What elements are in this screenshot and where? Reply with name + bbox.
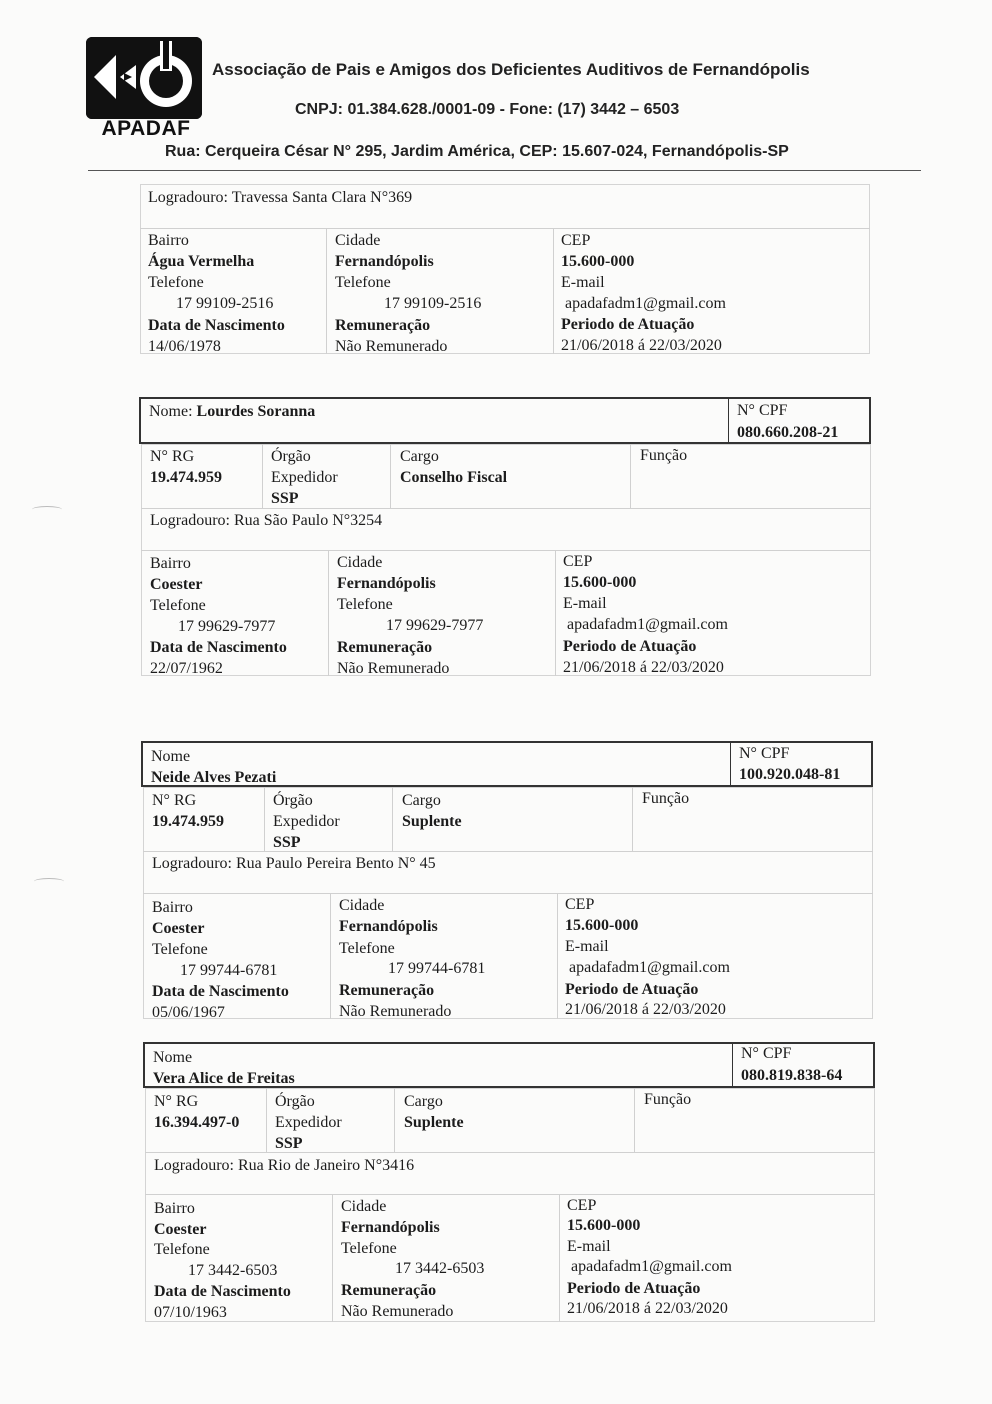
periodo-label: Periodo de Atuação (565, 981, 699, 998)
telefone-value: 17 3442-6503 (188, 1262, 278, 1279)
bairro-label: Bairro (152, 899, 193, 916)
cargo-value: Suplente (404, 1114, 464, 1131)
telefone-label: Telefone (341, 1240, 397, 1257)
bairro-value: Coester (150, 576, 203, 593)
column-divider (262, 444, 263, 508)
nascimento-label: Data de Nascimento (152, 983, 289, 1000)
orgao-label: Órgão (273, 792, 313, 809)
nome-label: Nome: (149, 403, 197, 420)
cargo-label: Cargo (404, 1093, 443, 1110)
orgao-label: Órgão (275, 1093, 315, 1110)
funcao-label: Função (644, 1091, 692, 1108)
rg-value: 19.474.959 (150, 469, 222, 486)
periodo-value: 21/06/2018 á 22/03/2020 (563, 659, 724, 676)
funcao-label: Função (640, 447, 688, 464)
cidade-value: Fernandópolis (339, 918, 438, 935)
row-divider (143, 851, 873, 852)
row-divider (141, 550, 871, 551)
expedidor-label: Expedidor (273, 813, 340, 830)
nome-value: Neide Alves Pezati (151, 769, 277, 786)
bairro-value: Coester (152, 920, 205, 937)
bairro-value: Coester (154, 1221, 207, 1238)
periodo-value: 21/06/2018 á 22/03/2020 (561, 337, 722, 354)
cpf-divider (732, 1042, 733, 1088)
remuneracao-label: Remuneração (341, 1282, 437, 1299)
cargo-label: Cargo (400, 448, 439, 465)
nascimento-value: 22/07/1962 (150, 660, 223, 677)
cep-label: CEP (561, 232, 591, 249)
column-divider (330, 893, 331, 1019)
cargo-value: Conselho Fiscal (400, 469, 508, 486)
funcao-label: Função (642, 790, 690, 807)
cep-value: 15.600-000 (561, 253, 635, 270)
expedidor-label: Expedidor (271, 469, 338, 486)
telefone-label: Telefone (148, 274, 204, 291)
column-divider (394, 1088, 395, 1152)
column-divider (264, 787, 265, 851)
cep-value: 15.600-000 (567, 1217, 641, 1234)
telefone-value: 17 99629-7977 (386, 617, 484, 634)
cidade-label: Cidade (339, 897, 385, 914)
nascimento-label: Data de Nascimento (154, 1283, 291, 1300)
row-divider (140, 228, 870, 229)
column-divider (328, 550, 329, 676)
orgao-value: SSP (275, 1135, 303, 1152)
logo-wordmark: APADAF (101, 117, 191, 140)
telefone-value: 17 99109-2516 (384, 295, 482, 312)
nascimento-value: 05/06/1967 (152, 1004, 225, 1021)
column-divider (392, 787, 393, 851)
cep-label: CEP (563, 553, 593, 570)
column-divider (557, 893, 558, 1019)
logradouro: Logradouro: Travessa Santa Clara N°369 (148, 189, 413, 206)
cpf-divider (730, 741, 731, 787)
telefone-label: Telefone (152, 941, 208, 958)
nome-label: Nome (153, 1049, 193, 1066)
periodo-label: Periodo de Atuação (567, 1280, 701, 1297)
cpf-label: N° CPF (739, 745, 790, 762)
cidade-label: Cidade (337, 554, 383, 571)
email-value: apadafadm1@gmail.com (565, 295, 726, 312)
telefone-label: Telefone (337, 596, 393, 613)
cargo-label: Cargo (402, 792, 441, 809)
expedidor-label: Expedidor (275, 1114, 342, 1131)
cidade-label: Cidade (335, 232, 381, 249)
row-divider (145, 1152, 875, 1153)
rg-value: 16.394.497-0 (154, 1114, 240, 1131)
column-divider (632, 787, 633, 851)
apadaf-logo-icon (86, 37, 202, 119)
logradouro: Logradouro: Rua Paulo Pereira Bento N° 45 (152, 855, 436, 872)
telefone-label: Telefone (154, 1241, 210, 1258)
row-divider (145, 1194, 875, 1195)
periodo-label: Periodo de Atuação (561, 316, 695, 333)
rg-label: N° RG (154, 1093, 199, 1110)
telefone-value: 17 99109-2516 (176, 295, 274, 312)
org-address: Rua: Cerqueira César N° 295, Jardim América, CEP: 15.607-024, Fernandópolis-SP (165, 143, 789, 160)
remuneracao-label: Remuneração (335, 317, 431, 334)
remuneracao-value: Não Remunerado (337, 660, 450, 677)
telefone-value: 17 3442-6503 (395, 1260, 485, 1277)
rg-value: 19.474.959 (152, 813, 224, 830)
email-value: apadafadm1@gmail.com (569, 959, 730, 976)
orgao-value: SSP (273, 834, 301, 851)
column-divider (634, 1088, 635, 1152)
periodo-label: Periodo de Atuação (563, 638, 697, 655)
email-value: apadafadm1@gmail.com (567, 616, 728, 633)
rg-label: N° RG (150, 448, 195, 465)
punch-mark (32, 506, 62, 513)
nascimento-label: Data de Nascimento (150, 639, 287, 656)
nascimento-value: 14/06/1978 (148, 338, 221, 355)
column-divider (326, 228, 327, 354)
telefone-label: Telefone (150, 597, 206, 614)
telefone-value: 17 99744-6781 (180, 962, 278, 979)
row-divider (143, 893, 873, 894)
email-label: E-mail (563, 595, 607, 612)
row-divider (141, 508, 871, 509)
cpf-divider (728, 397, 729, 444)
cidade-value: Fernandópolis (335, 253, 434, 270)
column-divider (553, 228, 554, 354)
org-name: Associação de Pais e Amigos dos Deficientes Auditivos de Fernandópolis (212, 60, 810, 79)
cep-label: CEP (567, 1197, 597, 1214)
cpf-value: 080.660.208-21 (737, 424, 839, 441)
remuneracao-value: Não Remunerado (341, 1303, 454, 1320)
logradouro: Logradouro: Rua São Paulo N°3254 (150, 512, 383, 529)
email-value: apadafadm1@gmail.com (571, 1258, 732, 1275)
logradouro: Logradouro: Rua Rio de Janeiro N°3416 (154, 1157, 415, 1174)
bairro-label: Bairro (148, 232, 189, 249)
ear-logo-icon (86, 37, 202, 119)
column-divider (332, 1194, 333, 1322)
punch-mark (34, 878, 64, 885)
column-divider (390, 444, 391, 508)
cpf-label: N° CPF (737, 402, 788, 419)
bairro-label: Bairro (154, 1200, 195, 1217)
nome-value: Vera Alice de Freitas (153, 1070, 295, 1087)
bairro-label: Bairro (150, 555, 191, 572)
cidade-value: Fernandópolis (341, 1219, 440, 1236)
nascimento-value: 07/10/1963 (154, 1304, 227, 1321)
cidade-value: Fernandópolis (337, 575, 436, 592)
column-divider (630, 444, 631, 508)
header-divider (88, 170, 921, 171)
bairro-value: Água Vermelha (148, 253, 255, 270)
cpf-label: N° CPF (741, 1045, 792, 1062)
cep-value: 15.600-000 (565, 917, 639, 934)
cpf-value: 100.920.048-81 (739, 766, 841, 783)
email-label: E-mail (567, 1238, 611, 1255)
rg-label: N° RG (152, 792, 197, 809)
column-divider (555, 550, 556, 676)
cidade-label: Cidade (341, 1198, 387, 1215)
remuneracao-label: Remuneração (337, 639, 433, 656)
remuneracao-value: Não Remunerado (335, 338, 448, 355)
email-label: E-mail (561, 274, 605, 291)
telefone-label: Telefone (335, 274, 391, 291)
nome-label: Nome (151, 748, 191, 765)
orgao-label: Órgão (271, 448, 311, 465)
cep-value: 15.600-000 (563, 574, 637, 591)
email-label: E-mail (565, 938, 609, 955)
telefone-value: 17 99629-7977 (178, 618, 276, 635)
remuneracao-value: Não Remunerado (339, 1003, 452, 1020)
cnpj-line: CNPJ: 01.384.628./0001-09 - Fone: (17) 3442 – 6503 (295, 101, 680, 118)
nome-field (149, 403, 315, 421)
orgao-value: SSP (271, 490, 299, 507)
cep-label: CEP (565, 896, 595, 913)
periodo-value: 21/06/2018 á 22/03/2020 (567, 1300, 728, 1317)
cargo-value: Suplente (402, 813, 462, 830)
telefone-value: 17 99744-6781 (388, 960, 486, 977)
nome-value: Lourdes Soranna (196, 403, 316, 420)
cpf-value: 080.819.838-64 (741, 1067, 843, 1084)
remuneracao-label: Remuneração (339, 982, 435, 999)
column-divider (266, 1088, 267, 1152)
nascimento-label: Data de Nascimento (148, 317, 285, 334)
telefone-label: Telefone (339, 940, 395, 957)
column-divider (559, 1194, 560, 1322)
periodo-value: 21/06/2018 á 22/03/2020 (565, 1001, 726, 1018)
